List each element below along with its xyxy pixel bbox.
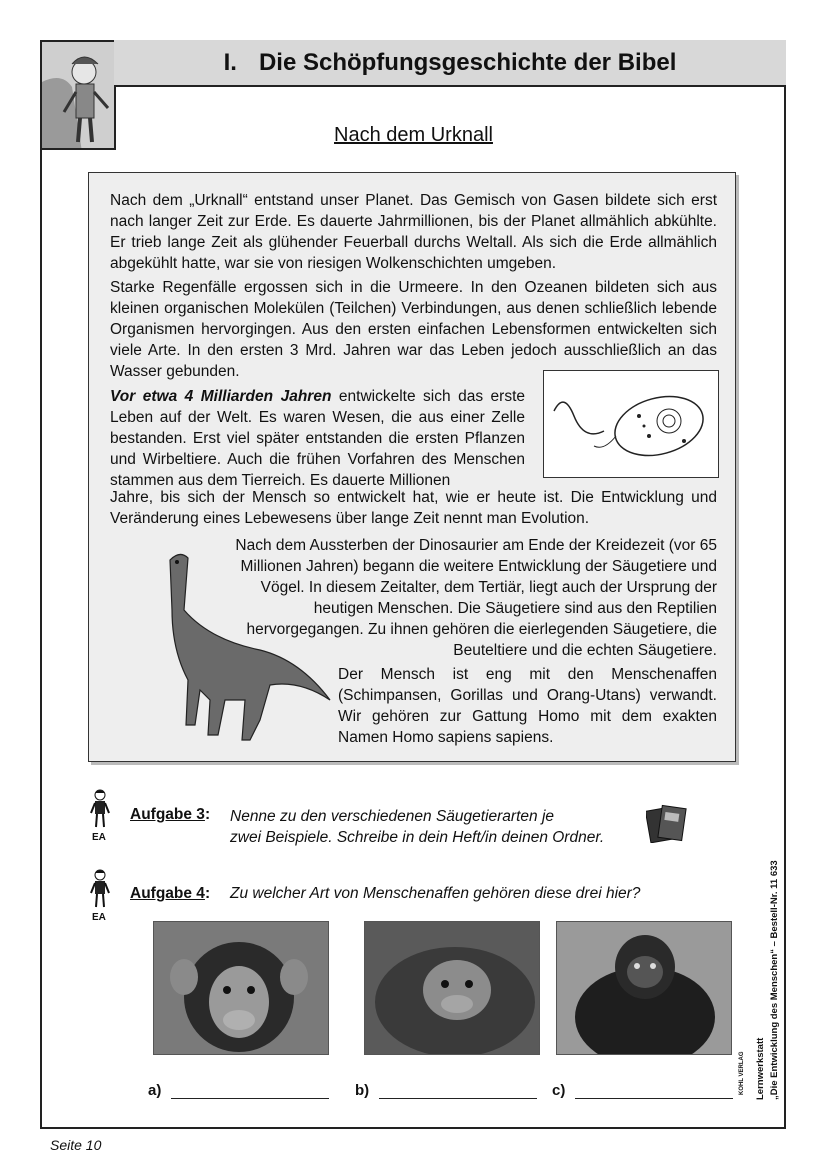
paragraph-5: Der Mensch ist eng mit den Menschenaffen (Schimpansen, Gorillas und Orang-Utans) verwandt. Wir gehören zur Gattung Homo mit dem exakten Namen Homo sapiens sapiens. <box>338 666 717 746</box>
answer-a-label: a) <box>148 1082 162 1099</box>
student-icon <box>88 869 112 911</box>
paragraph-1: Nach dem „Urknall“ entstand unser Planet. Das Gemisch von Gasen bildete sich erst nach langer Zeit zur Erde. Es dauerte Jahrmillionen, bis der Planet allmählich abkühlte. Er trieb lange Zeit als glühender Feuerball durchs Weltall. Als sich die Erde allmählich abgekühlt hatte, war sie von riesigen Wolkenschichten umgeben. <box>110 192 717 272</box>
books-icon <box>646 803 688 843</box>
task-3-text-line2: zwei Beispiele. Schreibe in dein Heft/in deinen Ordner. <box>230 829 605 846</box>
ea-label: EA <box>92 912 106 923</box>
task-4-text: Zu welcher Art von Menschenaffen gehören diese drei hier? <box>230 885 641 902</box>
chapter-number: I. <box>223 48 237 76</box>
answer-c <box>552 1082 733 1099</box>
side-line-2: „Die Entwicklung des Menschen“ – Bestell-Nr. 11 633 <box>769 860 780 1100</box>
task-4-label: Aufgabe 4 <box>130 885 205 902</box>
task-3-colon: : <box>204 806 211 823</box>
paragraph-3-rest: entwickelte sich das erste Leben auf der Welt. Es waren Wesen, die aus einer Zelle bestanden. Erst viel später entstanden die ersten Pflanzen und Wirbeltiere. Auch die frühen Vorfahren des Menschen stammen aus dem Tierreich. Es dauerte Millionen <box>110 388 525 489</box>
answer-b-line[interactable] <box>379 1084 537 1099</box>
answer-a-line[interactable] <box>171 1084 329 1099</box>
task-3-label: Aufgabe 3 <box>130 806 205 823</box>
answer-c-label: c) <box>552 1082 566 1099</box>
single-cell-illustration <box>543 370 719 478</box>
paragraph-3-top <box>110 386 525 491</box>
task-4 <box>130 885 641 903</box>
task-4-colon: : <box>204 885 211 902</box>
publisher-logo: KOHL VERLAG <box>739 1051 745 1095</box>
paragraph-4: Nach dem Aussterben der Dinosaurier am Ende der Kreidezeit (vor 65 Millionen Jahren) begann die weitere Entwicklung der Säugetiere und Vögel. In diesem Zeitalter, dem Tertiär, liegt auch der Ursprung der heutigen Menschen. Die Säugetiere sind aus den Reptilien hervorgegangen. Zu ihnen gehören die eierlegenden Säugetiere, die Beuteltiere und die echten Säugetiere. <box>235 537 717 659</box>
chimpanzee-photo <box>153 921 329 1055</box>
answer-b <box>355 1082 537 1099</box>
task-3 <box>130 806 605 846</box>
answer-a <box>148 1082 329 1099</box>
answer-b-label: b) <box>355 1082 370 1099</box>
paragraph-2: Starke Regenfälle ergossen sich in die Urmeere. In den Ozeanen bildeten sich aus kleinen organischen Molekülen (Teilchen) Verbindungen, aus denen schließlich lebende Organismen hervorgingen. Aus den ersten einfachen Lebensformen entwickelten sich viele Arte. In den ersten 3 Mrd. Jahren war das Leben jedoch ausschließlich an das Wasser gebunden. <box>110 279 717 380</box>
title-bar <box>114 40 786 87</box>
side-line-1: Lernwerkstatt <box>755 1037 766 1100</box>
dinosaur-image <box>150 550 335 745</box>
gorilla-photo <box>556 921 732 1055</box>
section-subtitle: Nach dem Urknall <box>334 124 493 146</box>
page-number: Seite 10 <box>50 1137 102 1153</box>
student-icon <box>88 789 112 831</box>
task-3-text <box>230 806 650 848</box>
task-3-text-line1: Nenne zu den verschiedenen Säugetierarten je <box>230 808 555 825</box>
ea-label: EA <box>92 832 106 843</box>
orangutan-photo <box>364 921 540 1055</box>
page-title: Die Schöpfungsgeschichte der Bibel <box>258 48 677 76</box>
side-credit <box>735 760 785 1110</box>
emphasis-text: Vor etwa 4 Milliarden Jahren <box>110 388 332 405</box>
paragraph-3-bottom: Jahre, bis sich der Mensch so entwickelt hat, wie er heute ist. Die Entwicklung und Veränderung eines Lebewesens über lange Zeit nennt man Evolution. <box>110 489 717 527</box>
answer-c-line[interactable] <box>575 1084 733 1099</box>
